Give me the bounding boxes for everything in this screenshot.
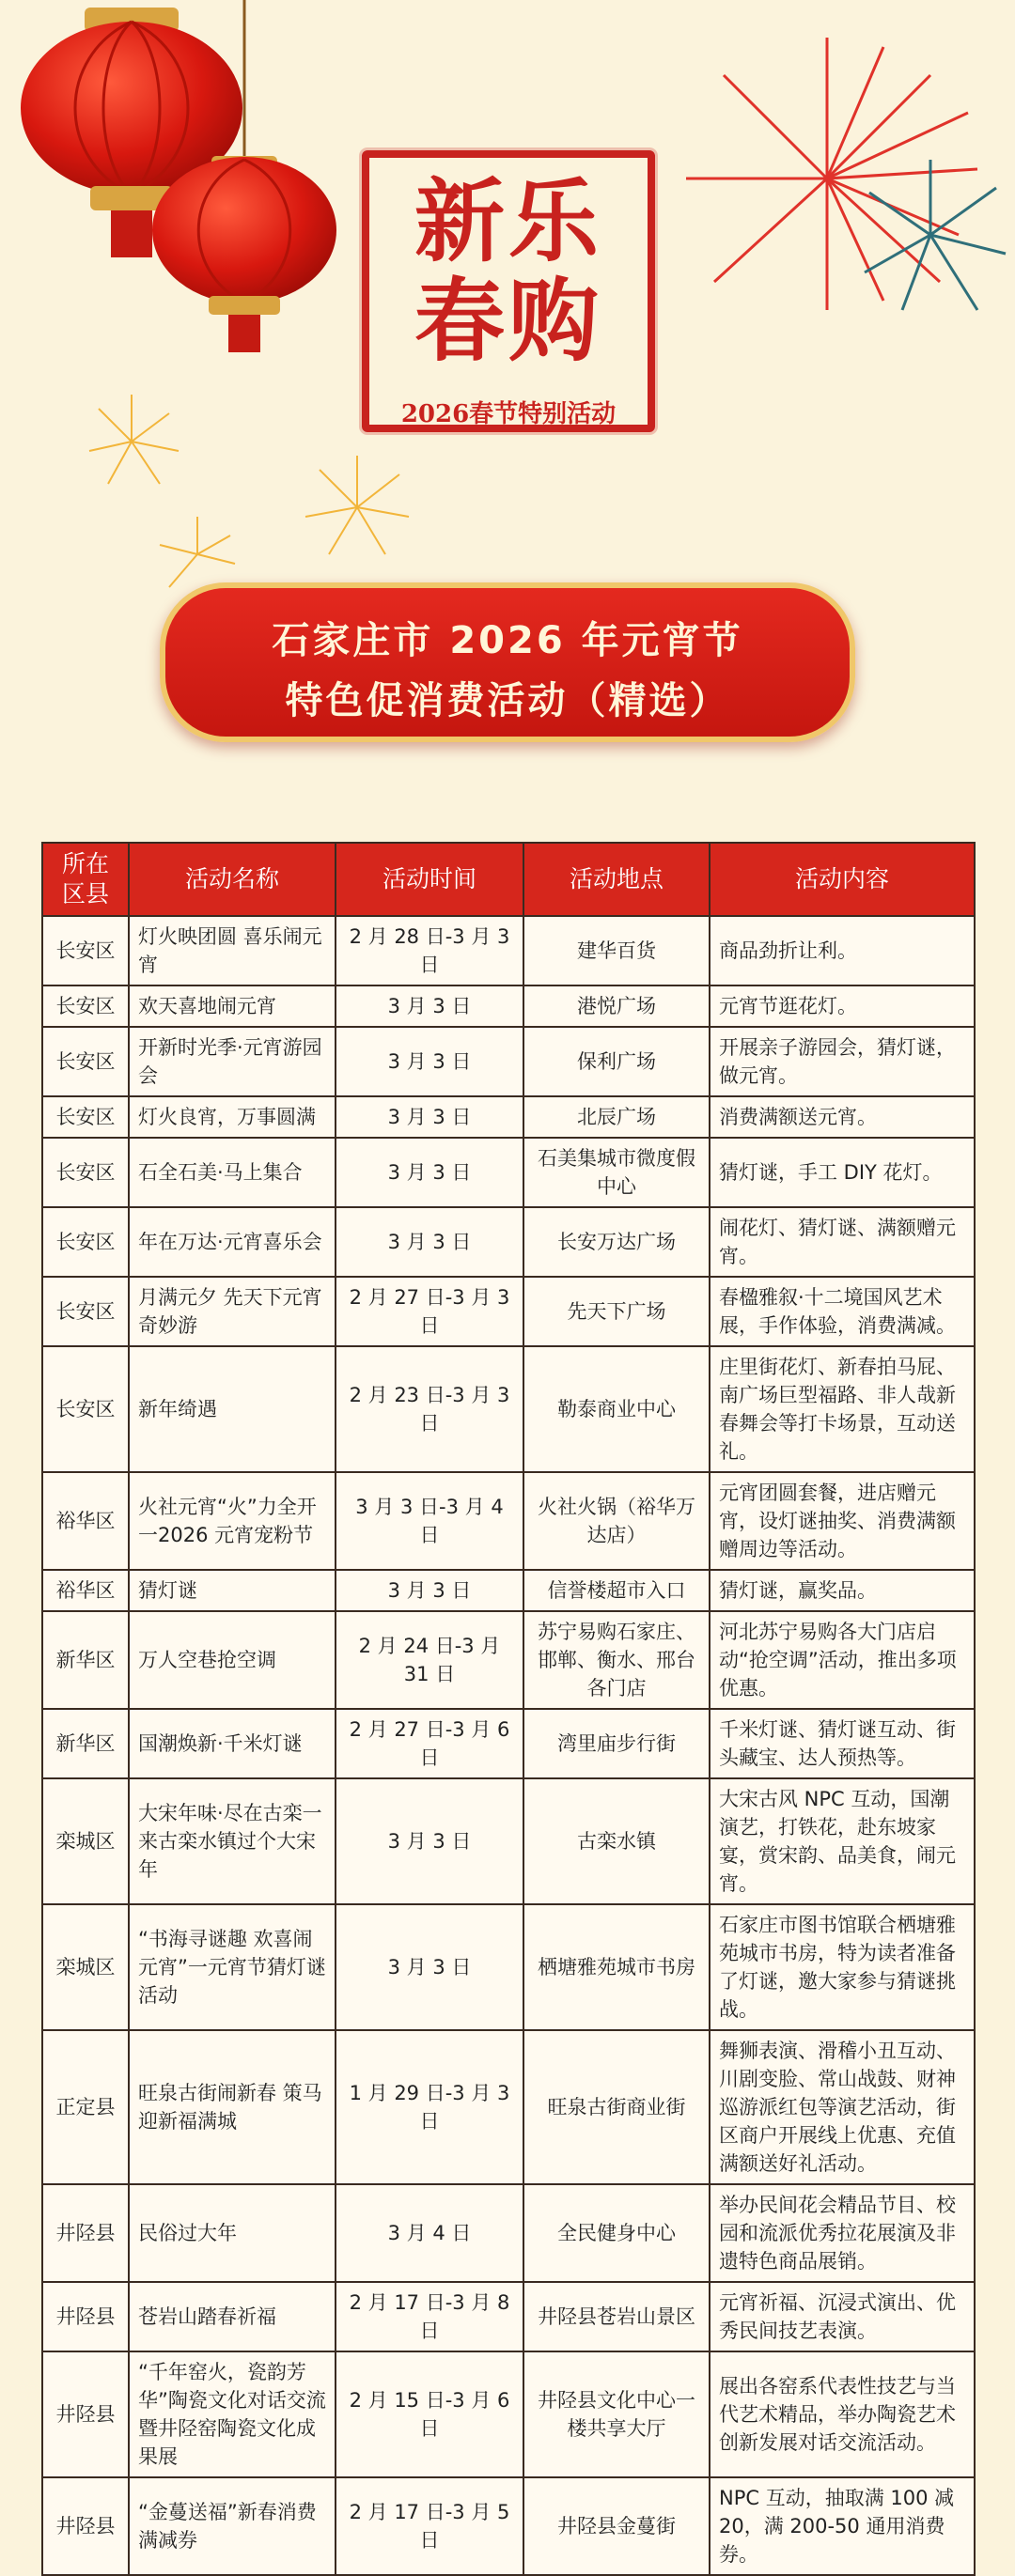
cell-name: 苍岩山踏春祈福 [129,2282,336,2351]
cell-name: 石全石美·马上集合 [129,1138,336,1207]
table-row [42,1207,975,1277]
cell-content: 商品劲折让利。 [710,916,975,985]
cell-district: 栾城区 [42,1904,129,2030]
table-row [42,2477,975,2575]
logo-title-line2: 春购 [414,268,602,374]
cell-place: 勒泰商业中心 [523,1346,710,1472]
cell-time: 2 月 15 日-3 月 6 日 [336,2351,523,2477]
activities-table [41,842,976,2576]
cell-name: “金蔓送福”新春消费满减券 [129,2477,336,2575]
cell-place: 北辰广场 [523,1096,710,1138]
cell-content: 开展亲子游园会，猜灯谜，做元宵。 [710,1027,975,1096]
logo-title-line1: 新乐 [414,168,602,274]
table-row [42,2030,975,2184]
cell-content: 元宵节逛花灯。 [710,985,975,1027]
cell-content: 元宵团圆套餐，进店赠元宵，设灯谜抽奖、消费满额赠周边等活动。 [710,1472,975,1570]
firework-icon [89,395,409,587]
table-row [42,1472,975,1570]
cell-time: 3 月 3 日 [336,985,523,1027]
cell-content: 展出各窑系代表性技艺与当代艺术精品，举办陶瓷艺术创新发展对话交流活动。 [710,2351,975,2477]
cell-time: 1 月 29 日-3 月 3 日 [336,2030,523,2184]
cell-place: 栖塘雅苑城市书房 [523,1904,710,2030]
cell-time: 3 月 4 日 [336,2184,523,2282]
header-content: 活动内容 [710,843,975,916]
cell-content: 石家庄市图书馆联合栖塘雅苑城市书房，特为读者准备了灯谜，邀大家参与猜谜挑战。 [710,1904,975,2030]
cell-time: 2 月 17 日-3 月 5 日 [336,2477,523,2575]
table-row [42,1096,975,1138]
cell-content: 千米灯谜、猜灯谜互动、街头藏宝、达人预热等。 [710,1709,975,1778]
cell-place: 苏宁易购石家庄、邯郸、衡水、邢台各门店 [523,1611,710,1709]
cell-content: 猜灯谜，赢奖品。 [710,1570,975,1611]
cell-time: 2 月 23 日-3 月 3 日 [336,1346,523,1472]
cell-place: 全民健身中心 [523,2184,710,2282]
cell-place: 先天下广场 [523,1277,710,1346]
cell-place: 旺泉古街商业街 [523,2030,710,2184]
table-header-row [42,843,975,916]
table-row [42,1346,975,1472]
cell-name: 大宋年味·尽在古栾一来古栾水镇过个大宋年 [129,1778,336,1904]
firework-icon [865,160,1006,310]
table-row [42,1138,975,1207]
cell-content: 庄里街花灯、新春拍马屁、南广场巨型福路、非人哉新春舞会等打卡场景，互动送礼。 [710,1346,975,1472]
table-row [42,1277,975,1346]
cell-district: 长安区 [42,1277,129,1346]
cell-district: 新华区 [42,1611,129,1709]
table-row [42,985,975,1027]
cell-content: 闹花灯、猜灯谜、满额赠元宵。 [710,1207,975,1277]
table-row [42,1778,975,1904]
cell-district: 井陉县 [42,2184,129,2282]
cell-time: 3 月 3 日-3 月 4 日 [336,1472,523,1570]
cell-district: 裕华区 [42,1570,129,1611]
cell-place: 古栾水镇 [523,1778,710,1904]
table-row [42,2351,975,2477]
cell-place: 信誉楼超市入口 [523,1570,710,1611]
cell-content: 元宵祈福、沉浸式演出、优秀民间技艺表演。 [710,2282,975,2351]
cell-time: 2 月 17 日-3 月 8 日 [336,2282,523,2351]
cell-place: 井陉县金蔓街 [523,2477,710,2575]
cell-district: 栾城区 [42,1778,129,1904]
cell-time: 3 月 3 日 [336,1904,523,2030]
cell-time: 3 月 3 日 [336,1207,523,1277]
cell-name: 新年绮遇 [129,1346,336,1472]
cell-place: 长安万达广场 [523,1207,710,1277]
cell-district: 长安区 [42,985,129,1027]
cell-content: 举办民间花会精品节目、校园和流派优秀拉花展演及非遗特色商品展销。 [710,2184,975,2282]
table-row [42,916,975,985]
cell-place: 石美集城市微度假中心 [523,1138,710,1207]
logo-seal [362,150,655,432]
cell-content: 春楹雅叙·十二境国风艺术展，手作体验，消费满减。 [710,1277,975,1346]
cell-time: 3 月 3 日 [336,1138,523,1207]
cell-name: “千年窑火，瓷韵芳华”陶瓷文化对话交流暨井陉窑陶瓷文化成果展 [129,2351,336,2477]
cell-district: 井陉县 [42,2282,129,2351]
firework-icon [686,38,977,310]
logo-subtitle: 2026春节特别活动 [400,400,617,428]
cell-place: 湾里庙步行街 [523,1709,710,1778]
cell-name: 火社元宵“火”力全开一2026 元宵宠粉节 [129,1472,336,1570]
table-row [42,2282,975,2351]
table-row [42,1570,975,1611]
cell-name: 欢天喜地闹元宵 [129,985,336,1027]
cell-district: 长安区 [42,1027,129,1096]
cell-place: 井陉县苍岩山景区 [523,2282,710,2351]
cell-district: 井陉县 [42,2477,129,2575]
cell-district: 井陉县 [42,2351,129,2477]
hero-banner [0,0,1015,808]
cell-name: 猜灯谜 [129,1570,336,1611]
cell-place: 火社火锅（裕华万达店） [523,1472,710,1570]
cell-district: 长安区 [42,1346,129,1472]
cell-place: 建华百货 [523,916,710,985]
cell-time: 2 月 27 日-3 月 6 日 [336,1709,523,1778]
cell-content: 猜灯谜，手工 DIY 花灯。 [710,1138,975,1207]
cell-name: 万人空巷抢空调 [129,1611,336,1709]
header-time: 活动时间 [336,843,523,916]
cell-content: 舞狮表演、滑稽小丑互动、川剧变脸、常山战鼓、财神巡游派红包等演艺活动，街区商户开展线上优惠、充值满额送好礼活动。 [710,2030,975,2184]
title-banner [160,582,855,742]
cell-content: 大宋古风 NPC 互动，国潮演艺，打铁花，赴东坡家宴，赏宋韵、品美食，闹元宵。 [710,1778,975,1904]
cell-time: 2 月 28 日-3 月 3 日 [336,916,523,985]
cell-district: 长安区 [42,916,129,985]
banner-title-line2: 特色促消费活动（精选） [285,679,730,722]
cell-name: 国潮焕新·千米灯谜 [129,1709,336,1778]
cell-district: 长安区 [42,1138,129,1207]
cell-time: 3 月 3 日 [336,1570,523,1611]
cell-time: 3 月 3 日 [336,1778,523,1904]
cell-content: NPC 互动，抽取满 100 减 20，满 200-50 通用消费券。 [710,2477,975,2575]
header-place: 活动地点 [523,843,710,916]
cell-district: 长安区 [42,1207,129,1277]
cell-district: 新华区 [42,1709,129,1778]
table-row [42,1709,975,1778]
cell-content: 消费满额送元宵。 [710,1096,975,1138]
header-district: 所在 区县 [42,843,129,916]
cell-time: 3 月 3 日 [336,1027,523,1096]
header-name: 活动名称 [129,843,336,916]
cell-district: 裕华区 [42,1472,129,1570]
cell-place: 港悦广场 [523,985,710,1027]
cell-name: 灯火映团圆 喜乐闹元宵 [129,916,336,985]
cell-name: 年在万达·元宵喜乐会 [129,1207,336,1277]
cell-place: 井陉县文化中心一楼共享大厅 [523,2351,710,2477]
cell-name: 旺泉古街闹新春 策马迎新福满城 [129,2030,336,2184]
table-row [42,1611,975,1709]
cell-name: 月满元夕 先天下元宵奇妙游 [129,1277,336,1346]
cell-district: 正定县 [42,2030,129,2184]
cell-name: 灯火良宵，万事圆满 [129,1096,336,1138]
cell-time: 3 月 3 日 [336,1096,523,1138]
cell-time: 2 月 27 日-3 月 3 日 [336,1277,523,1346]
table-row [42,1904,975,2030]
table-row [42,2184,975,2282]
banner-title-line1: 石家庄市 2026 年元宵节 [272,619,743,662]
cell-place: 保利广场 [523,1027,710,1096]
cell-name: “书海寻谜趣 欢喜闹元宵”一元宵节猜灯谜活动 [129,1904,336,2030]
cell-name: 开新时光季·元宵游园会 [129,1027,336,1096]
cell-district: 长安区 [42,1096,129,1138]
cell-time: 2 月 24 日-3 月 31 日 [336,1611,523,1709]
cell-content: 河北苏宁易购各大门店启动“抢空调”活动，推出多项优惠。 [710,1611,975,1709]
table-row [42,1027,975,1096]
cell-name: 民俗过大年 [129,2184,336,2282]
